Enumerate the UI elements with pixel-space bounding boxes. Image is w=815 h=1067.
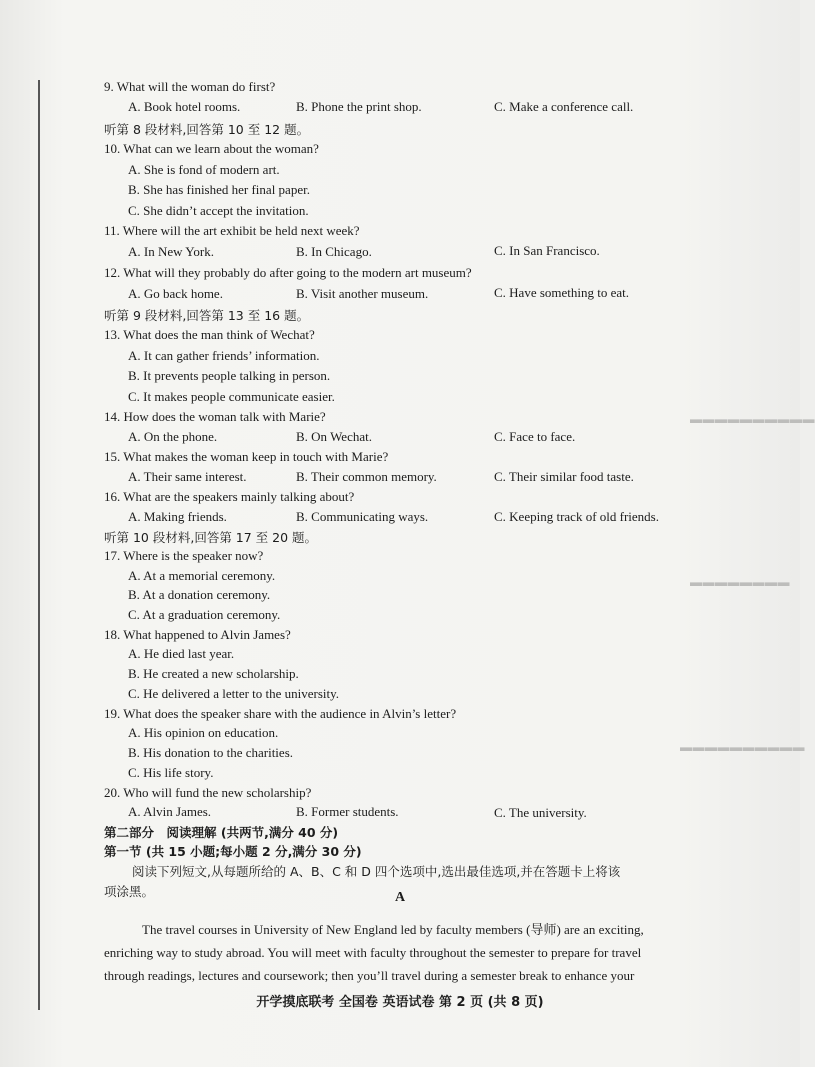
- option-10c: C. She didn’t accept the invitation.: [128, 203, 309, 218]
- option-11c: C. In San Francisco.: [494, 243, 600, 258]
- passage-line-3: through readings, lectures and coursework; then you’ll travel during a semester break to enhance your: [104, 968, 635, 983]
- question-9: 9. What will the woman do first?: [104, 79, 276, 94]
- binding-rule: [38, 80, 40, 1010]
- question-11: 11. Where will the art exhibit be held next week?: [104, 223, 360, 238]
- option-18c: C. He delivered a letter to the university.: [128, 686, 340, 701]
- question-19: 19. What does the speaker share with the audience in Alvin’s letter?: [104, 706, 457, 721]
- option-12b: B. Visit another museum.: [296, 286, 429, 301]
- question-17: 17. Where is the speaker now?: [104, 548, 264, 563]
- option-10b: B. She has finished her final paper.: [128, 182, 310, 197]
- question-13: 13. What does the man think of Wechat?: [104, 327, 315, 342]
- bleed-through: ▬▬▬▬▬▬▬▬: [690, 575, 790, 589]
- section-8-instruction: 听第 8 段材料,回答第 10 至 12 题。: [104, 122, 310, 137]
- option-19b: B. His donation to the charities.: [128, 745, 294, 760]
- reading-instruction-cont: 项涂黑。: [104, 884, 155, 899]
- option-9c: C. Make a conference call.: [494, 99, 634, 114]
- bleed-through: ▬▬▬▬▬▬▬▬▬▬: [690, 412, 815, 426]
- option-17a: A. At a memorial ceremony.: [128, 568, 276, 583]
- option-10a: A. She is fond of modern art.: [128, 162, 280, 177]
- question-16: 16. What are the speakers mainly talking about?: [104, 489, 355, 504]
- option-18a: A. He died last year.: [128, 646, 235, 661]
- option-12a: A. Go back home.: [128, 286, 223, 301]
- option-16b: B. Communicating ways.: [296, 509, 429, 524]
- passage-line-1: The travel courses in University of New England led by faculty members (导师) are an exciting,: [142, 922, 644, 937]
- option-11b: B. In Chicago.: [296, 244, 372, 259]
- part-2-heading: 第二部分 阅读理解 (共两节,满分 40 分): [104, 825, 339, 840]
- passage-a-text: [104, 918, 714, 987]
- section-10-instruction: 听第 10 段材料,回答第 17 至 20 题。: [104, 530, 318, 545]
- passage-line-2: enriching way to study abroad. You will meet with faculty throughout the semester to prepare for travel: [104, 945, 642, 960]
- passage-label: A: [394, 890, 406, 905]
- option-9a: A. Book hotel rooms.: [128, 99, 241, 114]
- bleed-through: ▬▬▬▬▬▬▬▬▬▬: [680, 740, 805, 754]
- option-20c: C. The university.: [494, 805, 587, 820]
- option-17c: C. At a graduation ceremony.: [128, 607, 281, 622]
- option-17b: B. At a donation ceremony.: [128, 587, 271, 602]
- option-19c: C. His life story.: [128, 765, 214, 780]
- option-13b: B. It prevents people talking in person.: [128, 368, 331, 383]
- option-9b: B. Phone the print shop.: [296, 99, 422, 114]
- option-19a: A. His opinion on education.: [128, 725, 279, 740]
- option-13a: A. It can gather friends’ information.: [128, 348, 320, 363]
- option-14b: B. On Wechat.: [296, 429, 372, 444]
- section-9-instruction: 听第 9 段材料,回答第 13 至 16 题。: [104, 308, 310, 323]
- option-18b: B. He created a new scholarship.: [128, 666, 299, 681]
- question-14: 14. How does the woman talk with Marie?: [104, 409, 326, 424]
- option-14a: A. On the phone.: [128, 429, 218, 444]
- option-15b: B. Their common memory.: [296, 469, 437, 484]
- option-16a: A. Making friends.: [128, 509, 227, 524]
- question-20: 20. Who will fund the new scholarship?: [104, 785, 312, 800]
- option-15c: C. Their similar food taste.: [494, 469, 634, 484]
- section-1-heading: 第一节 (共 15 小题;每小题 2 分,满分 30 分): [104, 844, 362, 859]
- option-20a: A. Alvin James.: [128, 804, 212, 819]
- option-20b: B. Former students.: [296, 804, 399, 819]
- option-13c: C. It makes people communicate easier.: [128, 389, 335, 404]
- question-10: 10. What can we learn about the woman?: [104, 141, 319, 156]
- page-footer: 开学摸底联考 全国卷 英语试卷 第 2 页 (共 8 页): [256, 995, 544, 1010]
- question-12: 12. What will they probably do after going to the modern art museum?: [104, 265, 472, 280]
- question-15: 15. What makes the woman keep in touch with Marie?: [104, 449, 389, 464]
- question-18: 18. What happened to Alvin James?: [104, 627, 291, 642]
- reading-instruction: 阅读下列短文,从每题所给的 A、B、C 和 D 四个选项中,选出最佳选项,并在答题卡上将该: [132, 864, 621, 879]
- option-16c: C. Keeping track of old friends.: [494, 509, 659, 524]
- option-15a: A. Their same interest.: [128, 469, 247, 484]
- option-12c: C. Have something to eat.: [494, 285, 630, 300]
- option-11a: A. In New York.: [128, 244, 214, 259]
- option-14c: C. Face to face.: [494, 429, 576, 444]
